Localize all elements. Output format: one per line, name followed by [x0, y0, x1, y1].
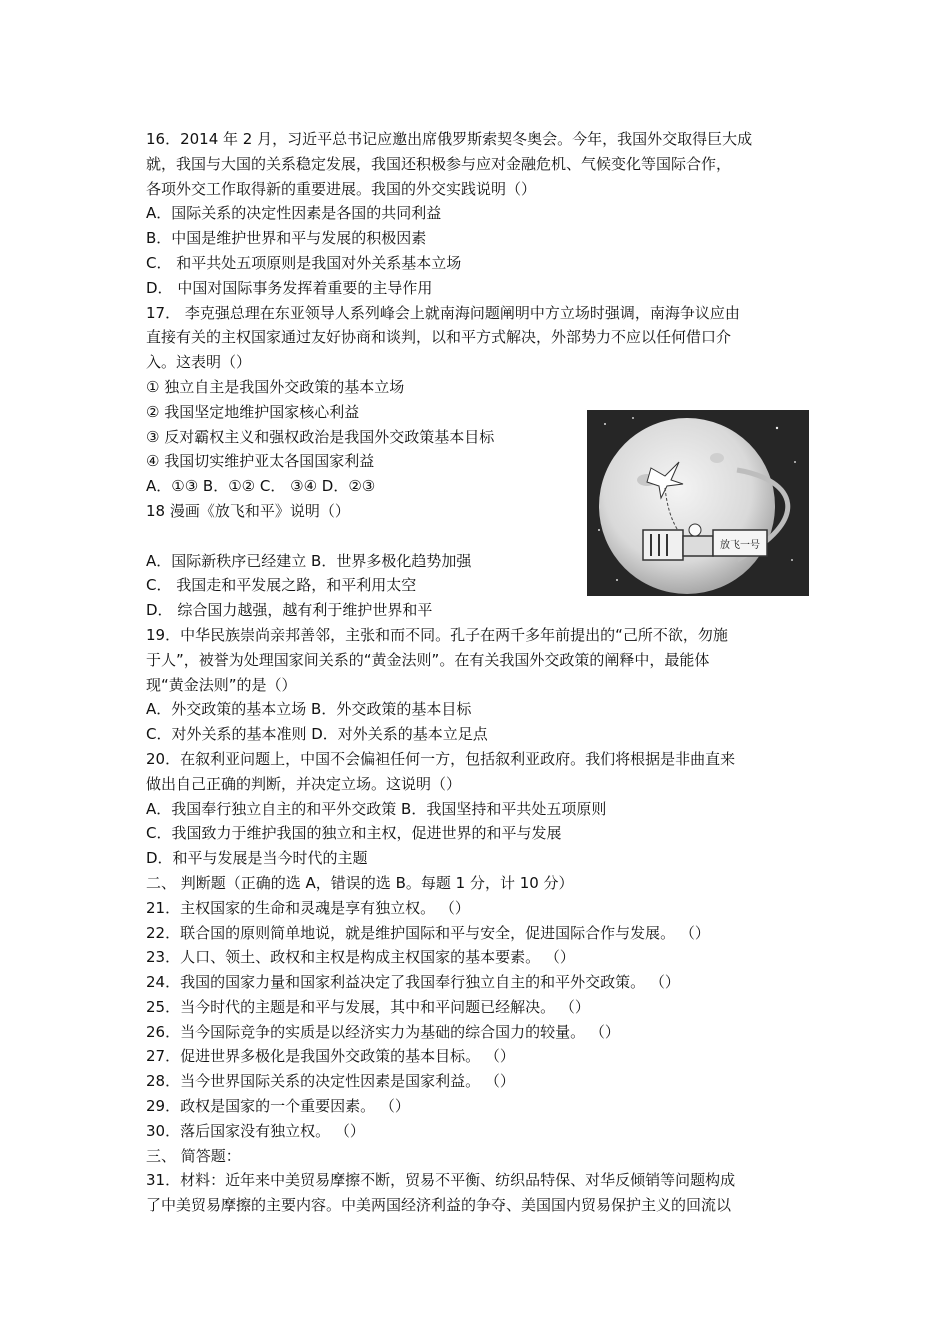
text-line: A．我国奉行独立自主的和平外交政策 B．我国坚持和平共处五项原则 — [146, 799, 607, 818]
text-line: 28．当今世界国际关系的决定性因素是国家利益。 （） — [146, 1072, 515, 1091]
text-line: 20．在叙利亚问题上，中国不会偏袒任何一方，包括叙利亚政府。我们将根据是非曲直来 — [146, 749, 736, 768]
text-line: ① 独立自主是我国外交政策的基本立场 — [146, 377, 405, 396]
text-line: D． 中国对国际事务发挥着重要的主导作用 — [146, 278, 433, 297]
text-line: ④ 我国切实维护亚太各国国家利益 — [146, 452, 375, 471]
text-line: A．外交政策的基本立场 B．外交政策的基本目标 — [146, 700, 472, 719]
text-line: 18 漫画《放飞和平》说明（） — [146, 501, 350, 520]
text-line: 26．当今国际竞争的实质是以经济实力为基础的综合国力的较量。 （） — [146, 1022, 620, 1041]
text-line: 直接有关的主权国家通过友好协商和谈判，以和平方式解决，外部势力不应以任何借口介 — [146, 328, 732, 347]
cartoon-sign-text: 放飞一号 — [720, 540, 760, 551]
text-line: C． 和平共处五项原则是我国对外关系基本立场 — [146, 253, 462, 272]
document-body — [146, 127, 810, 1218]
text-line: 21．主权国家的生命和灵魂是享有独立权。 （） — [146, 898, 470, 917]
text-line: 就，我国与大国的关系稳定发展，我国还积极参与应对金融危机、气候变化等国际合作， — [146, 154, 732, 173]
text-line: 各项外交工作取得新的重要进展。我国的外交实践说明（） — [146, 179, 537, 198]
cartoon-image-peace — [587, 410, 809, 596]
text-line: 三、 简答题： — [146, 1146, 241, 1165]
text-line: ③ 反对霸权主义和强权政治是我国外交政策基本目标 — [146, 427, 495, 446]
text-line: C． 我国走和平发展之路，和平利用太空 — [146, 576, 417, 595]
text-line: 22．联合国的原则简单地说，就是维护国际和平与安全，促进国际合作与发展。 （） — [146, 923, 710, 942]
text-line: 现“黄金法则”的是（） — [146, 675, 297, 694]
text-line: 23．人口、领土、政权和主权是构成主权国家的基本要素。 （） — [146, 948, 575, 967]
text-line: ② 我国坚定地维护国家核心利益 — [146, 402, 360, 421]
text-line: 17． 李克强总理在东亚领导人系列峰会上就南海问题阐明中方立场时强调，南海争议应由 — [146, 303, 740, 322]
text-line: 19．中华民族崇尚亲邦善邻，主张和而不同。孔子在两千多年前提出的“己所不欲，勿施 — [146, 625, 728, 644]
text-line: 于人”，被誉为处理国家间关系的“黄金法则”。在有关我国外交政策的阐释中，最能体 — [146, 650, 710, 669]
text-line: 做出自己正确的判断，并决定立场。这说明（） — [146, 774, 462, 793]
text-line: 31．材料：近年来中美贸易摩擦不断，贸易不平衡、纺织品特保、对华反倾销等问题构成 — [146, 1171, 736, 1190]
text-line: C．我国致力于维护我国的独立和主权，促进世界的和平与发展 — [146, 824, 562, 843]
text-line: 二、 判断题（正确的选 A，错误的选 B。每题 1 分，计 10 分） — [146, 873, 574, 892]
cartoon-drawing — [587, 410, 809, 596]
text-line: B．中国是维护世界和平与发展的积极因素 — [146, 229, 427, 248]
text-line: 了中美贸易摩擦的主要内容。中美两国经济利益的争夺、美国国内贸易保护主义的回流以 — [146, 1196, 732, 1215]
text-line: 27．促进世界多极化是我国外交政策的基本目标。 （） — [146, 1047, 515, 1066]
text-line: 25．当今时代的主题是和平与发展，其中和平问题已经解决。 （） — [146, 997, 590, 1016]
text-line: A．国际新秩序已经建立 B．世界多极化趋势加强 — [146, 551, 472, 570]
text-line: C．对外关系的基本准则 D．对外关系的基本立足点 — [146, 725, 488, 744]
text-line: 30．落后国家没有独立权。 （） — [146, 1121, 365, 1140]
text-line: 29．政权是国家的一个重要因素。 （） — [146, 1097, 410, 1116]
text-line: A．国际关系的决定性因素是各国的共同利益 — [146, 204, 442, 223]
text-line: 入。这表明（） — [146, 353, 252, 372]
text-line: A．①③ B．①② C． ③④ D．②③ — [146, 477, 376, 496]
text-line: 16．2014 年 2 月，习近平总书记应邀出席俄罗斯索契冬奥会。今年，我国外交取得巨大成 — [146, 130, 753, 148]
text-line: D．和平与发展是当今时代的主题 — [146, 849, 368, 868]
text-line: 24．我国的国家力量和国家利益决定了我国奉行独立自主的和平外交政策。 （） — [146, 973, 680, 992]
text-line: D． 综合国力越强，越有利于维护世界和平 — [146, 601, 433, 620]
